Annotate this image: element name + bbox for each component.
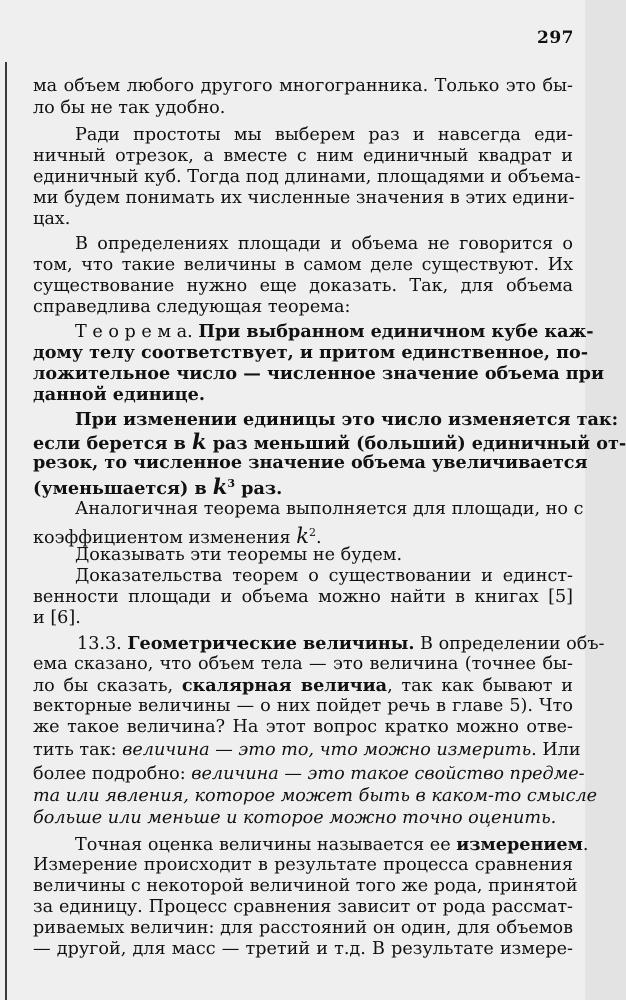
text-line: риваемых величин: для расстояний он один, для объемов [33,918,573,938]
theorem-line: резок, то численное значение объема увеличивается [33,452,588,473]
text-line: Доказательства теорем о существовании и единст- [75,566,573,586]
page-binding-edge [5,62,7,1000]
text-line: и [6]. [33,608,81,628]
theorem-line: данной единице. [33,384,206,405]
theorem-line: дому телу соответствует, и притом единственное, по- [33,342,589,363]
text-line: более подробно: величина — это такое свойство предме- [33,764,585,784]
theorem-line: ложительное число — численное значение объема при [33,363,605,384]
text-line: В определениях площади и объема не говорится о [75,234,573,254]
text-line: существование нужно еще доказать. Так, для объема [33,276,573,296]
text-line: ло бы не так удобно. [33,98,226,118]
text-line: больше или меньше и которое можно точно оценить. [33,808,557,828]
page-number: 297 [537,28,574,48]
text-line: Измерение происходит в результате процесса сравнения [33,855,573,875]
text-line: Ради простоты мы выберем раз и навсегда еди- [75,125,573,145]
text-line: за единицу. Процесс сравнения зависит от рода рассмат- [33,897,573,917]
text-line: справедлива следующая теорема: [33,297,351,317]
text-line: цах. [33,209,71,229]
section-heading-line: 13.3. Геометрические величины. В определении объ- [77,633,605,654]
text-line: — другой, для масс — третий и т.д. В результате измере- [33,939,573,959]
theorem-line: если берется в k раз меньший (больший) единичный от- [33,429,626,454]
theorem-line: (уменьшается) в $k^3$ раз. [33,473,283,499]
text-line: ничный отрезок, а вместе с ним единичный квадрат и [33,146,573,166]
text-line: том, что такие величины в самом деле существуют. Их [33,255,573,275]
text-line: ма объем любого другого многогранника. Только это бы- [33,76,573,96]
text-line: ема сказано, что объем тела — это величина (точнее бы- [33,654,573,674]
text-line: ми будем понимать их численные значения в этих едини- [33,188,575,208]
text-line: Доказывать эти теоремы не будем. [75,545,403,565]
text-line: же такое величина? На этот вопрос кратко можно отве- [33,717,573,737]
text-line: ло бы сказать, скалярная величиа, так как бывают и [33,675,573,696]
text-line: Аналогичная теорема выполняется для площади, но с [75,499,584,519]
theorem-heading-line: Т е о р е м а. При выбранном единичном кубе каж- [75,321,594,342]
text-line: коэффициентом изменения $k^2$. [33,523,322,548]
text-line: векторные величины — о них пойдет речь в главе 5). Что [33,696,573,716]
text-line: та или явления, которое может быть в каком-то смысле [33,786,598,806]
text-line: величины с некоторой величиной того же рода, принятой [33,876,578,896]
theorem-line: При изменении единицы это число изменяется так: [75,409,619,430]
text-line: тить так: величина — это то, что можно измерить. Или [33,740,581,760]
text-line: Точная оценка величины называется ее измерением. [75,834,589,855]
text-line: венности площади и объема можно найти в книгах [5] [33,587,573,607]
text-line: единичный куб. Тогда под длинами, площадями и объема- [33,167,581,187]
